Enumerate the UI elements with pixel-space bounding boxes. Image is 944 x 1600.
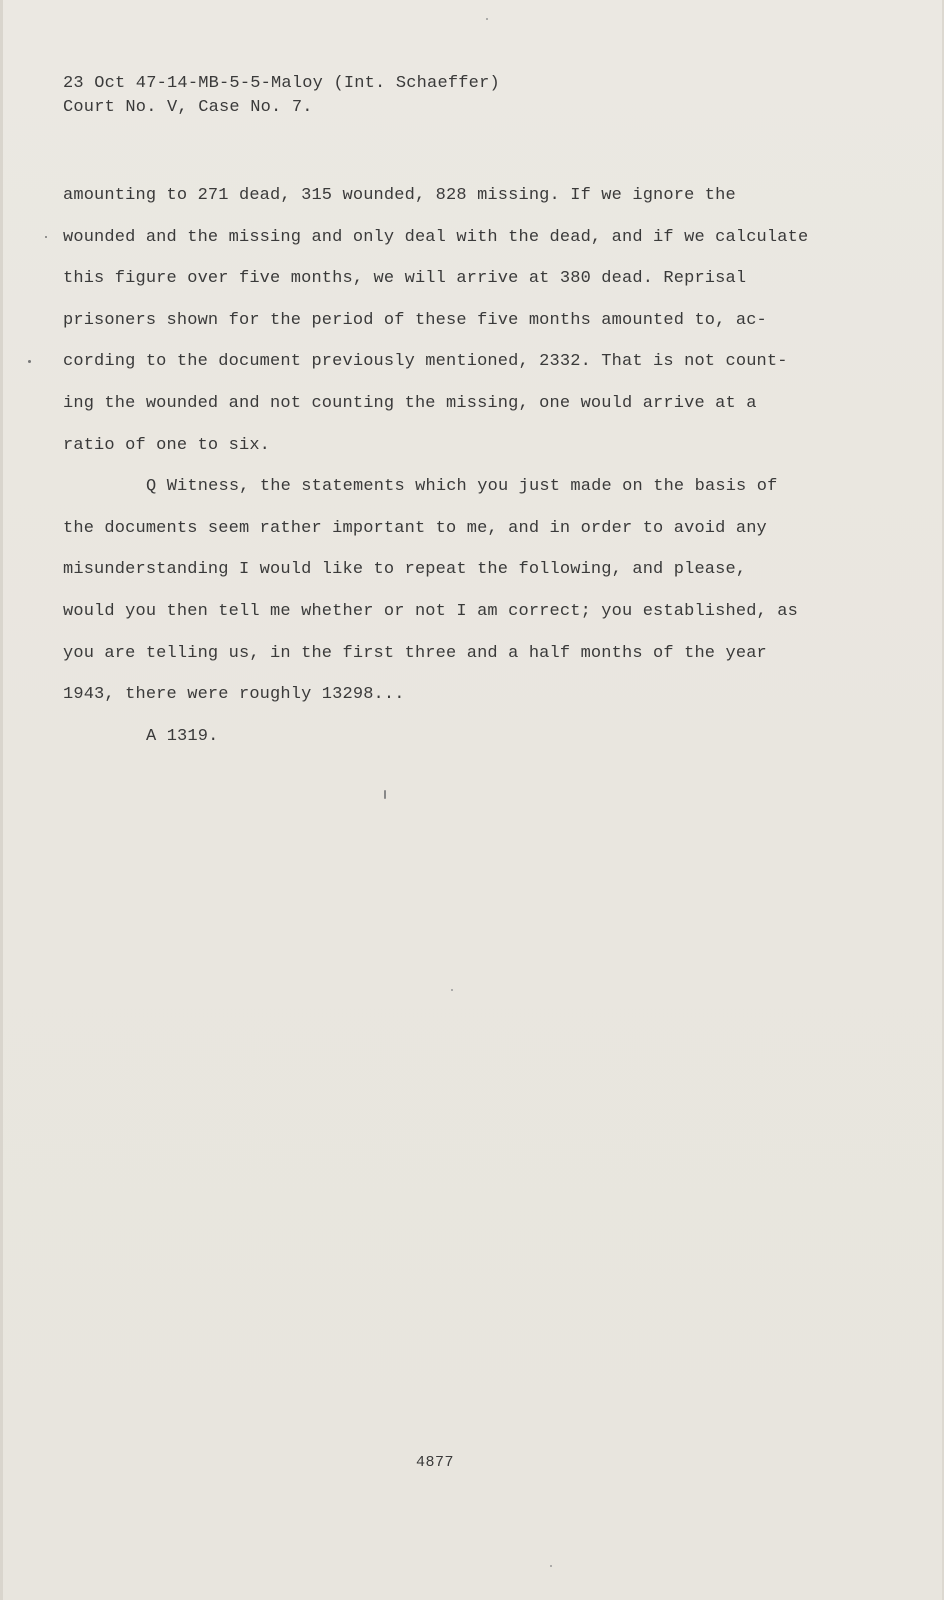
- text-line: wounded and the missing and only deal with the dead, and if we calculate: [63, 227, 809, 247]
- text-line: prisoners shown for the period of these five months amounted to, ac-: [63, 310, 767, 330]
- paper-speck: [45, 236, 47, 238]
- page-number: 4877: [415, 1454, 454, 1471]
- question-line: would you then tell me whether or not I am correct; you established, as: [63, 601, 798, 621]
- text-line: ratio of one to six.: [63, 435, 271, 455]
- text-line: ing the wounded and not counting the missing, one would arrive at a: [63, 393, 757, 413]
- text-line: amounting to 271 dead, 315 wounded, 828 missing. If we ignore the: [63, 186, 736, 205]
- paper-speck: [384, 790, 386, 799]
- paper-speck: [451, 989, 453, 991]
- question-line: Q Witness, the statements which you just made on the basis of: [146, 477, 778, 497]
- paper-speck: [28, 360, 31, 363]
- header-court-line: Court No. V, Case No. 7.: [63, 98, 313, 117]
- question-line: you are telling us, in the first three and a half months of the year: [63, 643, 767, 663]
- question-line: 1943, there were roughly 13298...: [63, 685, 405, 705]
- transcript-body: [63, 175, 823, 757]
- paper-speck: [486, 18, 488, 20]
- paper-speck: [550, 1565, 552, 1567]
- question-line: misunderstanding I would like to repeat the following, and please,: [63, 560, 747, 580]
- header-date-line: 23 Oct 47-14-MB-5-5-Maloy (Int. Schaeffer): [63, 74, 500, 93]
- text-line: this figure over five months, we will arrive at 380 dead. Reprisal: [63, 269, 747, 289]
- text-line: cording to the document previously mentioned, 2332. That is not count-: [63, 352, 788, 372]
- question-line: the documents seem rather important to me, and in order to avoid any: [63, 518, 767, 538]
- answer-line: A 1319.: [146, 726, 219, 746]
- document-header: [63, 72, 500, 120]
